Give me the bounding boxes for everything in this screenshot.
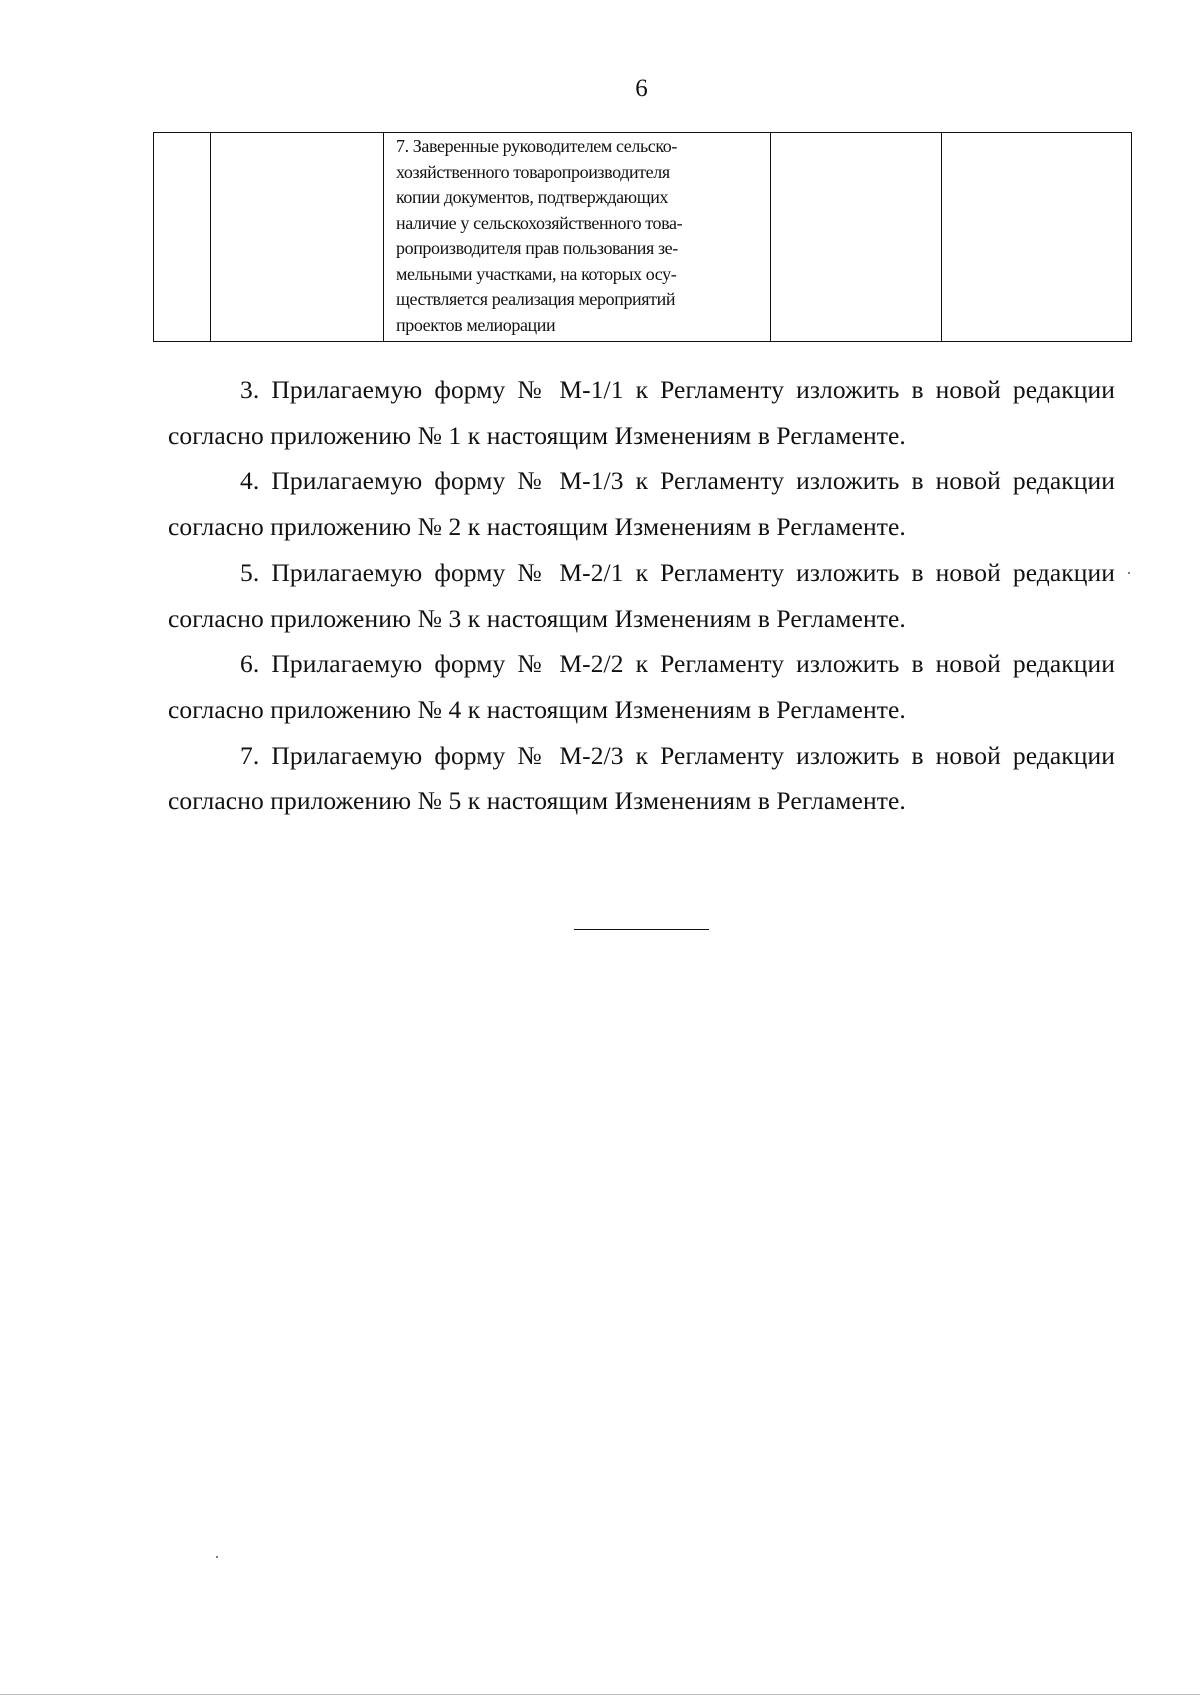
paragraph-3: 3. Прилагаемую форму № М-1/1 к Регламенту изложить в новой редакции согласно приложению № 1 к настоящим Изменениям в Регламенте. — [168, 375, 1115, 450]
table-cell-blank-2 — [942, 133, 1132, 342]
amendments-body — [168, 367, 1115, 824]
table-cell-number — [154, 133, 211, 342]
scan-speck — [1128, 572, 1130, 574]
paragraph-5: 5. Прилагаемую форму № М-2/1 к Регламенту изложить в новой редакции согласно приложению № 3 к настоящим Изменениям в Регламенте. — [168, 557, 1115, 633]
page-number: 6 — [635, 75, 648, 102]
table-cell-documents-text: 7. Заверенные руководителем сельско- хозяйственного товаропроизводителя копии документов, подтверждающих наличие у сельскохозяйственного това- ропроизводителя прав пользования зе- мельными участками, на которых осу- ществляется реализация мероприятий проектов мелиорации — [396, 136, 683, 335]
table-cell-documents — [384, 133, 771, 342]
paragraph-4: 4. Прилагаемую форму № М-1/3 к Регламенту изложить в новой редакции согласно приложению № 2 к настоящим Изменениям в Регламенте. — [168, 466, 1115, 542]
end-rule-divider — [574, 929, 709, 930]
paragraph-6: 6. Прилагаемую форму № М-2/2 к Регламенту изложить в новой редакции согласно приложению № 4 к настоящим Изменениям в Регламенте. — [168, 649, 1115, 724]
table-cell-blank-1 — [771, 133, 942, 342]
scan-speck — [216, 1556, 218, 1558]
table-cell-name — [211, 133, 384, 342]
paragraph-7: 7. Прилагаемую форму № М-2/3 к Регламенту изложить в новой редакции согласно приложению № 5 к настоящим Изменениям в Регламенте. — [168, 740, 1115, 816]
scan-edge-line — [0, 1694, 1200, 1695]
table-row — [154, 133, 1132, 342]
requirements-table — [153, 132, 1132, 342]
